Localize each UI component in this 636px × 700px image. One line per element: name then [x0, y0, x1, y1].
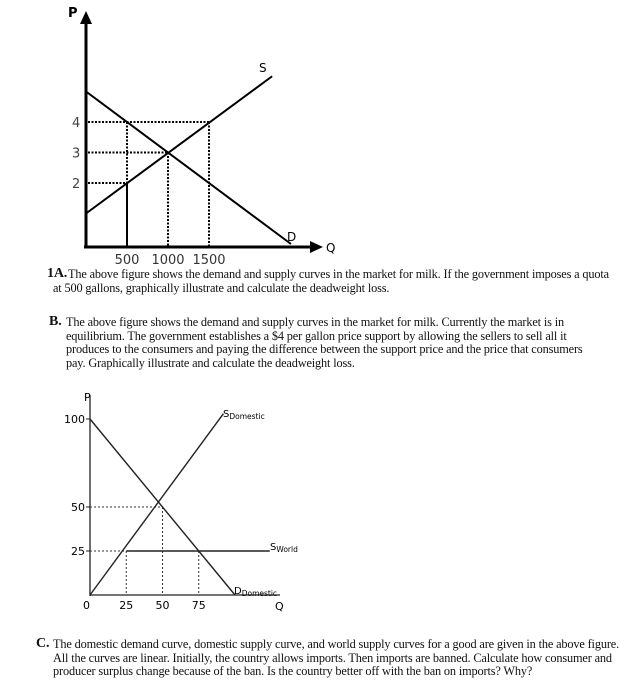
world-supply-label — [270, 542, 298, 554]
world-supply-label-subscript: World — [276, 545, 298, 554]
x-tick-label: 500 — [114, 253, 140, 268]
x-axis-label: Q — [275, 600, 284, 613]
y-axis-label: P — [84, 391, 91, 404]
y-tick-label: 100 — [64, 413, 85, 426]
question-1a-label: 1A. — [47, 266, 68, 281]
y-tick-label: 4 — [72, 116, 81, 131]
question-c-line: The domestic demand curve, domestic supply curve, and world supply curves for a good are given in the above figure. — [53, 637, 619, 651]
demand-label: D — [287, 230, 297, 244]
question-1a-line: The above figure shows the demand and supply curves in the market for milk. If the government imposes a quota — [68, 267, 609, 281]
y-tick-label: 25 — [71, 545, 85, 558]
domestic-supply-label-main: S — [223, 409, 230, 420]
y-axis-label: P — [68, 6, 78, 21]
question-b-line: equilibrium. The government establishes a $4 per gallon price support by allowing the sellers to sell all it — [66, 328, 567, 343]
x-tick-label: 25 — [119, 599, 134, 612]
domestic-demand-label — [234, 586, 277, 598]
question-b — [49, 316, 583, 370]
y-tick-label: 50 — [71, 501, 85, 514]
question-1a-line: at 500 gallons, graphically illustrate and calculate the deadweight loss. — [53, 280, 390, 295]
question-b-line: produces to the consumers and paying the difference between the support price and the price that consumers — [66, 342, 583, 357]
question-c-label: C. — [36, 636, 50, 651]
x-tick-label: 1000 — [151, 253, 185, 268]
question-1a — [47, 268, 609, 295]
question-b-line: The above figure shows the demand and supply curves in the market for milk. Currently the market is in — [66, 315, 564, 329]
x-axis-label: Q — [326, 241, 336, 255]
supply-label: S — [259, 61, 267, 75]
question-b-line: pay. Graphically illustrate and calculate the deadweight loss. — [66, 355, 355, 370]
x-tick-label: 75 — [191, 599, 206, 612]
domestic-supply-curve — [90, 414, 223, 595]
question-c — [36, 638, 619, 679]
question-c-line: All the curves are linear. Initially, the country allows imports. Then imports are banned. Calculate how consumer and — [53, 650, 612, 665]
domestic-supply-label-subscript: Domestic — [229, 412, 265, 421]
domestic-demand-label-main: D — [234, 586, 242, 597]
y-tick-label: 3 — [72, 146, 81, 162]
x-tick-label: 50 — [155, 599, 170, 612]
question-b-label: B. — [49, 314, 62, 329]
domestic-supply-label — [223, 409, 265, 421]
y-tick-label: 2 — [72, 177, 81, 192]
world-supply-label-main: S — [270, 542, 277, 553]
origin-label: 0 — [83, 599, 90, 612]
question-c-line: producer surplus change because of the ban. Is the country better off with the ban on imports? Why? — [53, 664, 533, 679]
x-tick-label: 1500 — [192, 253, 226, 268]
domestic-demand-label-subscript: Domestic — [241, 589, 278, 598]
